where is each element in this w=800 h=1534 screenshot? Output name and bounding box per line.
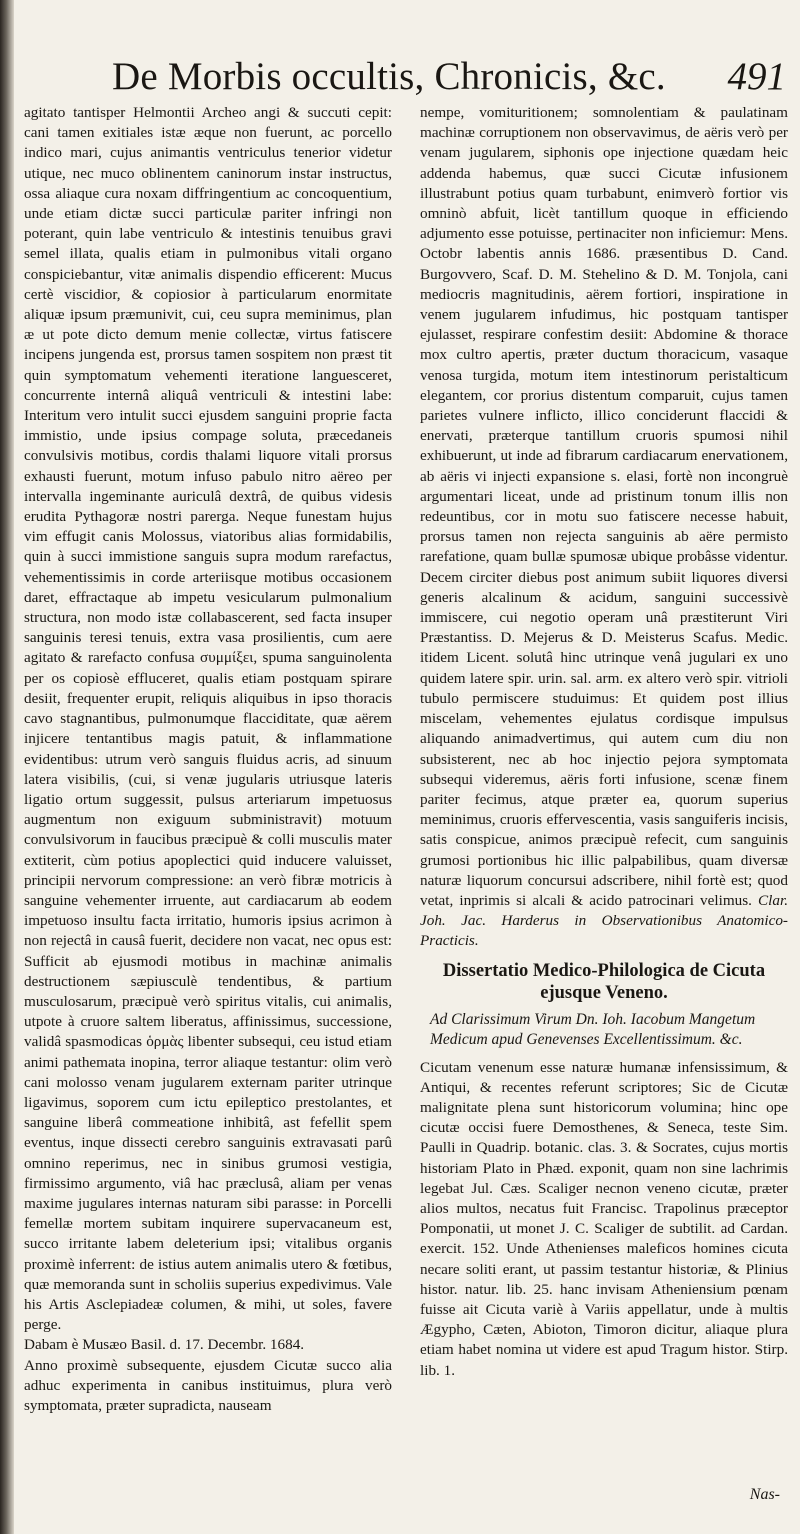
left-paragraph-1: agitato tantisper Helmontii Archeo angi & succuti cepit: cani tamen exitiales istæ æque non fuerunt, ac porcello indico mari, cujus animantis ventriculus tenerior videtur utique, nec muco oblinentem caninorum instar instructus, ossa aliaque cura noxam diffringentium ac concoquentium, unde etiam dictæ succi particulæ pariter infringi non poterant, quin labe ventriculo & intestinis tenuibus gravi semel illata, qualis etiam in pulmonibus vitali organo conspiciebantur, vitæ animalis dispendio efficerent: Mucus certè viscidior, & copiosior à particularum enormitate aliquæ ipsum præmunivit, cui, ceu supra meminimus, plan æ ut pote dicto demum menie collectæ, virtus fatiscere incipens jungenda est, prorsus tamen sospitem non præst tit quin symptomatum vehementi iteratione languesceret, concurrente internâ aliquâ ventriculi & intestini labe: Interitum vero intulit succi ejusdem sanguini proprie facta immistio, unde ipsius compage soluta, præcedaneis convulsivis motibus, cordis thalami liquore vitali prorsus exhausti fuerunt, motum infuso pabulo nitro aëreo per intervalla ingeminante auriculâ dextrâ, de quibus videsis erudita Pythagoræ nostri parerga. Neque funestam hujus vim effugit canis Molossus, viatoribus alias formidabilis, quin à succi immistione sanguis supra modum rarefactus, vehementissimis in corde arteriisque motibus occasionem daret, effractaque ab impetu vesicularum pulmonalium structura, non modo istæ collabascerent, sed facta insuper sanguinis teresi tenuis, extra vasa prosilientis, cum aere agitato & rarefacto confusa συμμίξει, spuma sanguinolenta per os copiosè effluceret, qualis etiam postquam spirare desiit, frequenter erupit, reliquis aliquibus in ipso thoracis cavo stagnantibus, pulmonumque flacciditate, quæ aërem injicere tentantibus magis patuit, & inflammatione evidentibus: utrum verò sanguis fluidus acris, ad sinuum latera visibilis, (cui, si venæ jugularis utriusque lateris ligatio ortum suggessit, pulsus arteriarum impetuosus augmentum non exiguum subministravit) motuum convulsivorum in faucibus præcipuè & colli musculis mater extiterit, cùm potius apoplectici quid inducere valuisset, principii nervorum compressione: an verò fibræ motricis à sanguine vehementer irruente, aut cardiacarum ab eodem impetuoso insultu facta irritatio, humoris ipsius acrimon à non rejectâ in causâ fuerit, decidere non vacat, nec opus est: Sufficit ab ejusmodi motibus in machinæ animalis destructionem sæpiusculè tendentibus, & partium musculosarum, præcipuè verò spiritus vitalis, cui animalis, utpote à cruore saltem liberatus, affinissimus, successione, validâ spasmodicas ὁρμὰς libenter subsequi, ceu istud etiam animi pathemata inopina, terror aliaque testantur: olim verò cani molosso venam jugularem externam pariter utrinque ligavimus, soporem cum ictu epileptico prestolantes, et sanguine liberâ commeatione inhibitâ, ast fefellit spem eventus, inque dissecti cerebro sanguinis extravasati parû omnino reperimus, nec in sinibus grumosi vestigia, firmissimo argumento, viâ hac præclusâ, aliam per venas maxime jugulares internas naturam sibi parasse: in Porcelli femellæ mortem subitam inquirere supervacaneum est, succo irritante labem deleterium ipsi; vitalibus organis proximè inferrent: de istius autem animalis utero & fœtibus, quæ memoranda sunt in scholiis superius expedivimus. Vale his Artis Asclepiadeæ columen, & mihi, ut soles, favere perge. [24, 104, 392, 1334]
right-column [420, 103, 788, 1381]
left-column [24, 103, 392, 1416]
page-header [24, 52, 794, 102]
right-paragraph-1 [420, 103, 788, 952]
signature: Clar. Joh. Jac. Harderus in Observationibus Anatomico-Practicis. [420, 891, 788, 950]
binding-gutter [0, 0, 14, 1534]
dedication: Ad Clarissimum Virum Dn. Ioh. Iacobum Mangetum Medicum apud Genevenses Excellentissimum. &c. [430, 1010, 756, 1048]
dissertation-title: Dissertatio Medico-Philologica de Cicuta ejusque Veneno. [442, 960, 766, 1003]
catch-word: Nas- [749, 1486, 780, 1503]
right-paragraph-2: Cicutam venenum esse naturæ humanæ infensissimum, & Antiqui, & recentes referunt scriptores; Sic de Cicutæ malignitate plena sunt historicorum volumina; hinc ope cicutæ occisi fuere Demosthenes, & Seneca, teste Sim. Paulli in Quadrip. botanic. clas. 3. & Socrates, cujus mortis historiam Plato in Phæd. exponit, quam non sine lachrimis legebat Jul. Cæs. Scaliger necnon veneno cicutæ, præter alios multos, necatus fuit Francisc. Trapolinus præceptor Pomponatii, ut monet J. C. Scaliger de subtilit. ad Cardan. exercit. 152. Unde Athenienses maleficos homines cicuta necare soliti erant, ut passim testantur historiæ, & Plinius histor. natur. lib. 25. hanc invisam Atheniensium pœnam fuisse ait Cicuta variè à Variis appellatur, unde à multis Ægypho, Cæten, Abioton, Timoron dicitur, aliaque plura etiam habet nomina ut videre est apud Tragum histor. Stirp. lib. 1. [420, 1058, 788, 1379]
right-paragraph-1-text: nempe, vomituritionem; somnolentiam & paulatinam machinæ corruptionem non observavimus, de aëris verò per venam jugularem, siphonis ope injectione quædam heic addenda habemus, quæ succi Cicutæ infusionem illustrabunt potius quam turbabunt, enimverò fortior vis omninò abfuit, licèt tantillum quoque in efficiendo adjumento esse potuisse, pertinaciter non inficiemur: Mens. Octobr labentis annis 1686. præsentibus D. Cand. Burgovvero, Scaf. D. M. Stehelino & D. M. Tonjola, cani mediocris magnitudinis, aërem fortiori, inspiratione in venem jugularem infudimus, hic postquam tantisper ejulasset, respirare confestim desiit: Abdomine & thorace mox cultro apertis, præter ductum thoracicum, vasaque venosa turgida, motum item intestinorum peristalticum elegantem, cor prorius distentum comparuit, cujus tamen parietes vulnere inflicto, illico conciderunt flaccidi & enervati, præterque tantillum cruoris spumosi nihil exhibuerunt, ut inde ad fibrarum cardiacarum enervationem, ab aëris vi injecti expansione s. elasi, fortè non incongruè argumentari liceat, unde ad pristinum tonum illis non redeuntibus, cor in motu suo fatiscere necesse habuit, prorsus tamen non rejecta sanguinis ab aëre permisto rarefatione, quam bullæ spumosæ ubique probâsse videntur. Decem circiter diebus post animum subiit liquores diversi generis alcalinum & acidum, sanguini successivè immiscere, cui negotio operam unâ præstiterunt Viri Præstantiss. D. Mejerus & D. Meisterus Scafus. Medic. itidem Licent. solutâ hinc utrinque venâ jugulari ex uno quidem latere spir. urin. sal. arm. ex altero verò spir. vitrioli tubulo permiscere studuimus: Et quidem post illius miscelam, vehementes ejulatus cordisque impulsus aliquando animadvertimus, qui autem cum diu non subsisterent, nec ab hoc injectio pejora symptomata subsequi videremus, aëris forti infusione, scenæ finem pariter fecimus, atque præter ea, quorum superius meminimus, cruoris effervescentia, vasis sanguiferis incisis, satis conspicue, animos præcipuè refecit, cum sanguinis grumosi portionibus hic illic palpabilibus, quam diversæ naturæ liquorum concursui adscribere, nihil fortè est; quod vetat, inprimis si alcali & acido patrocinari velimus. [420, 104, 788, 909]
date-line: Dabam è Musæo Basil. d. 17. Decembr. 1684. [24, 1336, 305, 1354]
page-number: 491 [727, 55, 786, 98]
left-paragraph-2: Anno proximè subsequente, ejusdem Cicutæ succo alia adhuc experimenta in canibus instituimus, plura verò symptomata, præter supradicta, nauseam [24, 1356, 392, 1414]
running-title: De Morbis occultis, Chronicis, &c. [112, 55, 666, 98]
